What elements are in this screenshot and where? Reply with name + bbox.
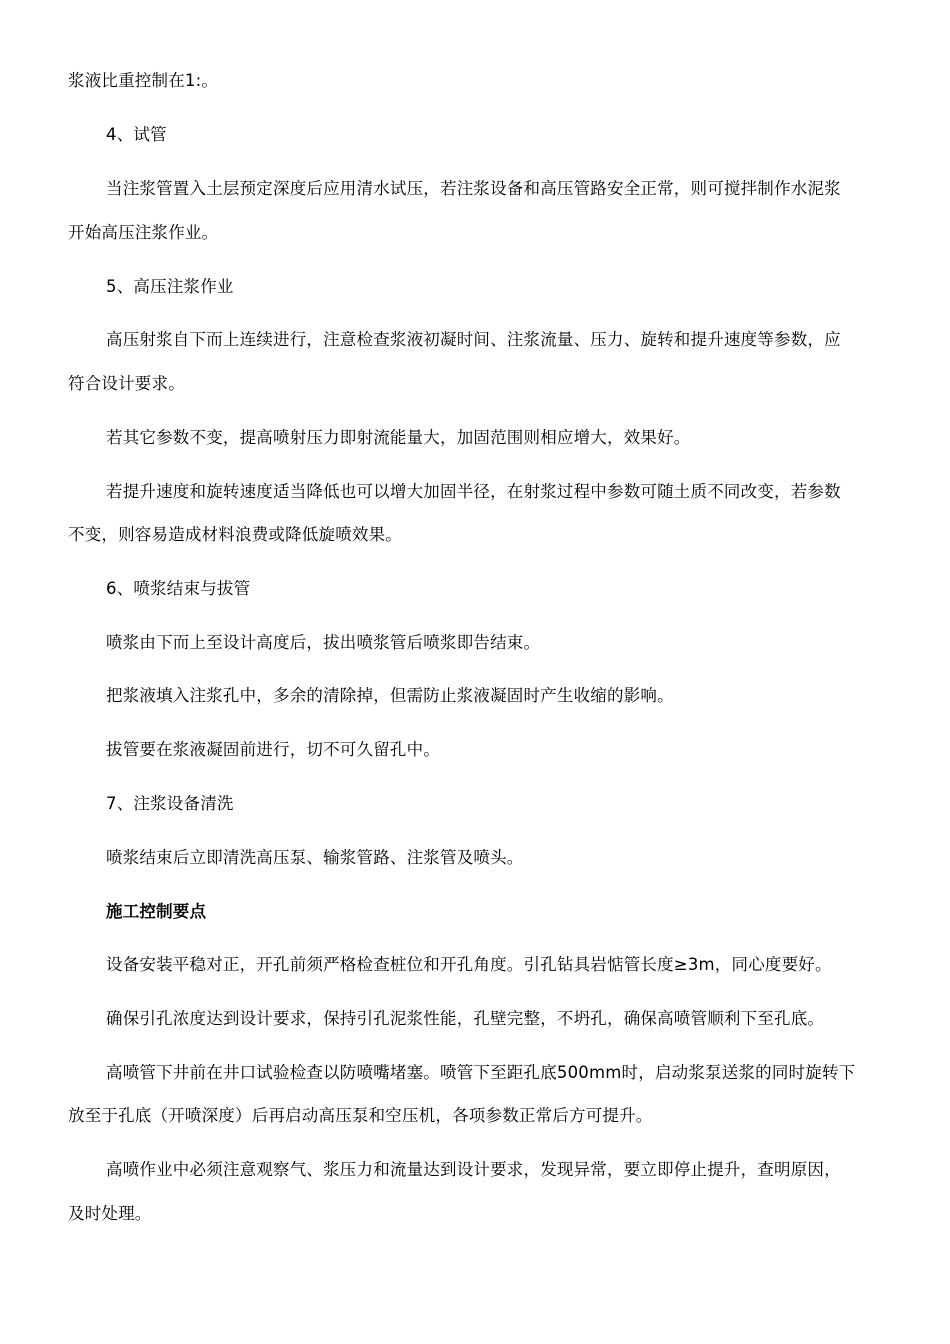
section-heading-control-points: 施工控制要点 [106,902,207,921]
section-heading-6: 6、喷浆结束与拔管 [106,579,251,598]
section-heading-7: 7、注浆设备清洗 [106,794,234,813]
paragraph-line: 喷浆结束后立即清洗高压泵、输浆管路、注浆管及喷头。 [106,848,524,867]
paragraph-line: 浆液比重控制在1:。 [68,71,219,90]
paragraph-line: 若提升速度和旋转速度适当降低也可以增大加固半径，在射浆过程中参数可随土质不同改变，若参数 [106,482,841,501]
paragraph-line: 高喷管下井前在井口试验检查以防喷嘴堵塞。喷管下至距孔底500mm时，启动浆泵送浆的同时旋转下 [106,1063,856,1082]
paragraph-line: 若其它参数不变，提高喷射压力即射流能量大，加固范围则相应增大，效果好。 [106,428,691,447]
paragraph-line: 放至于孔底（开喷深度）后再启动高压泵和空压机，各项参数正常后方可提升。 [68,1106,653,1125]
paragraph-line: 确保引孔浓度达到设计要求，保持引孔泥浆性能，孔壁完整，不坍孔，确保高喷管顺利下至孔底。 [106,1009,825,1028]
section-heading-4: 4、试管 [106,125,167,144]
section-heading-5: 5、高压注浆作业 [106,277,234,296]
paragraph-line: 符合设计要求。 [68,374,185,393]
paragraph-line: 高压射浆自下而上连续进行，注意检查浆液初凝时间、注浆流量、压力、旋转和提升速度等参数，应 [106,330,841,349]
paragraph-line: 拔管要在浆液凝固前进行，切不可久留孔中。 [106,740,440,759]
paragraph-line: 及时处理。 [68,1204,152,1223]
paragraph-line: 高喷作业中必须注意观察气、浆压力和流量达到设计要求，发现异常，要立即停止提升，查明原因， [106,1160,841,1179]
paragraph-line: 当注浆管置入土层预定深度后应用清水试压，若注浆设备和高压管路安全正常，则可搅拌制作水泥浆 [106,179,841,198]
paragraph-line: 把浆液填入注浆孔中，多余的清除掉，但需防止浆液凝固时产生收缩的影响。 [106,686,674,705]
paragraph-line: 设备安装平稳对正，开孔前须严格检查桩位和开孔角度。引孔钻具岩惦管长度≥3m，同心度要好。 [106,955,832,974]
paragraph-line: 开始高压注浆作业。 [68,223,219,242]
paragraph-line: 不变，则容易造成材料浪费或降低旋喷效果。 [68,525,402,544]
paragraph-line: 喷浆由下而上至设计高度后，拔出喷浆管后喷浆即告结束。 [106,633,541,652]
